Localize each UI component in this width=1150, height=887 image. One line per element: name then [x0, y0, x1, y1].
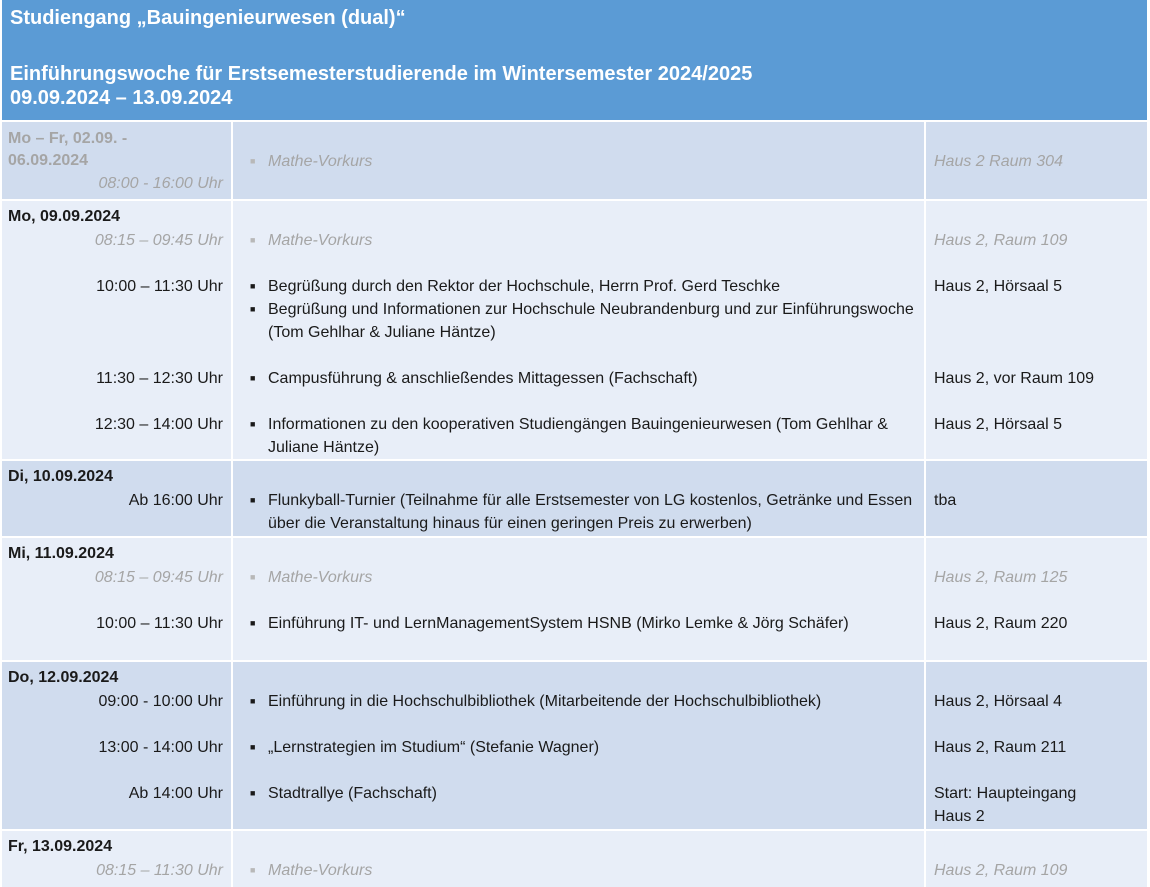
day-label-friday: Fr, 13.09.2024	[8, 838, 113, 855]
bullet-icon	[241, 298, 268, 344]
day-label-monday: Mo, 09.09.2024	[8, 208, 121, 225]
activity-text: Informationen zu den kooperativen Studiengängen Bauingenieurwesen (Tom Gehlhar & Juliane Häntze)	[268, 416, 888, 456]
bullet-icon	[241, 736, 268, 759]
bullet-icon	[241, 367, 268, 390]
location-text: Haus 2 Raum 304	[934, 153, 1063, 170]
bullet-icon	[241, 413, 268, 459]
activity-text: Mathe-Vorkurs	[268, 569, 373, 586]
time-slot: Ab 16:00 Uhr	[128, 492, 223, 509]
location-text: Haus 2, vor Raum 109	[934, 370, 1095, 387]
week-dates: 09.09.2024 – 13.09.2024	[10, 87, 233, 109]
bullet-icon	[241, 275, 268, 298]
list-item	[241, 367, 924, 390]
day-label-thursday: Do, 12.09.2024	[8, 669, 119, 686]
activity-text: Flunkyball-Turnier (Teilnahme für alle Erstsemester von LG kostenlos, Getränke und Essen über die Veranstaltung hinaus für einen geringen Preis zu erwerben)	[268, 492, 913, 532]
row-monday	[2, 200, 1147, 460]
time-slot: 10:00 – 11:30 Uhr	[96, 615, 223, 632]
location-text: Haus 2, Raum 125	[934, 569, 1068, 586]
bullet-icon	[241, 690, 268, 713]
time-slot: Ab 14:00 Uhr	[128, 785, 223, 802]
list-item	[241, 612, 924, 635]
list-item	[241, 736, 924, 759]
precourse-day-label-2: 06.09.2024	[8, 152, 89, 169]
list-item	[241, 150, 924, 173]
list-item	[241, 690, 924, 713]
time-slot: 11:30 – 12:30 Uhr	[96, 370, 223, 387]
bullet-icon	[241, 566, 268, 589]
program-title: Studiengang „Bauingenieurwesen (dual)“	[10, 7, 406, 29]
activity-text: Einführung IT- und LernManagementSystem HSNB (Mirko Lemke & Jörg Schäfer)	[268, 615, 849, 632]
location-text: Haus 2, Raum 220	[934, 615, 1068, 632]
list-item	[241, 859, 924, 882]
time-slot: 10:00 – 11:30 Uhr	[96, 278, 223, 295]
time-slot: 08:15 – 11:30 Uhr	[96, 862, 223, 879]
week-title: Einführungswoche für Erstsemesterstudierende im Wintersemester 2024/2025	[10, 63, 753, 85]
precourse-day-label-1: Mo – Fr, 02.09. -	[8, 130, 128, 147]
location-text: Haus 2, Raum 211	[934, 739, 1067, 756]
location-text: Haus 2, Raum 109	[934, 862, 1068, 879]
location-text: Haus 2, Raum 109	[934, 232, 1068, 249]
bullet-icon	[241, 859, 268, 882]
location-text: Haus 2	[934, 808, 985, 825]
schedule-table	[2, 122, 1147, 887]
activity-text: Mathe-Vorkurs	[268, 232, 373, 249]
activity-text: Stadtrallye (Fachschaft)	[268, 785, 437, 802]
time-slot: 08:15 – 09:45 Uhr	[94, 232, 223, 249]
schedule-header	[2, 0, 1147, 122]
row-friday	[2, 830, 1147, 887]
list-item	[241, 566, 924, 589]
location-text: Haus 2, Hörsaal 5	[934, 278, 1063, 295]
time-slot: 08:15 – 09:45 Uhr	[94, 569, 223, 586]
list-item	[241, 782, 924, 805]
day-label-tuesday: Di, 10.09.2024	[8, 468, 113, 485]
list-item	[241, 489, 924, 535]
bullet-icon	[241, 229, 268, 252]
list-item	[241, 229, 924, 252]
activity-text: „Lernstrategien im Studium“ (Stefanie Wagner)	[268, 739, 600, 756]
activity-text: Begrüßung durch den Rektor der Hochschule, Herrn Prof. Gerd Teschke	[268, 278, 780, 295]
activity-text: Mathe-Vorkurs	[268, 862, 373, 879]
activity-text: Einführung in die Hochschulbibliothek (Mitarbeitende der Hochschulbibliothek)	[268, 693, 822, 710]
bullet-icon	[241, 150, 268, 173]
list-item	[241, 275, 924, 298]
schedule-document	[2, 0, 1147, 887]
time-slot: 12:30 – 14:00 Uhr	[94, 416, 223, 433]
location-text: Haus 2, Hörsaal 5	[934, 416, 1063, 433]
bullet-icon	[241, 782, 268, 805]
row-wednesday	[2, 537, 1147, 661]
bullet-icon	[241, 612, 268, 635]
activity-text: Campusführung & anschließendes Mittagessen (Fachschaft)	[268, 370, 698, 387]
precourse-time: 08:00 - 16:00 Uhr	[98, 175, 223, 192]
activity-text: Mathe-Vorkurs	[268, 153, 373, 170]
location-text: Start: Haupteingang	[934, 785, 1077, 802]
time-slot: 09:00 - 10:00 Uhr	[98, 693, 223, 710]
location-text: tba	[934, 492, 957, 509]
list-item	[241, 413, 924, 459]
row-thursday	[2, 661, 1147, 830]
list-item	[241, 298, 924, 344]
activity-text: Begrüßung und Informationen zur Hochschule Neubrandenburg und zur Einführungswoche (Tom Gehlhar & Juliane Häntze)	[268, 301, 914, 341]
row-tuesday	[2, 460, 1147, 537]
location-text: Haus 2, Hörsaal 4	[934, 693, 1063, 710]
time-slot: 13:00 - 14:00 Uhr	[98, 739, 223, 756]
row-precourse	[2, 122, 1147, 200]
bullet-icon	[241, 489, 268, 535]
day-label-wednesday: Mi, 11.09.2024	[8, 545, 114, 562]
